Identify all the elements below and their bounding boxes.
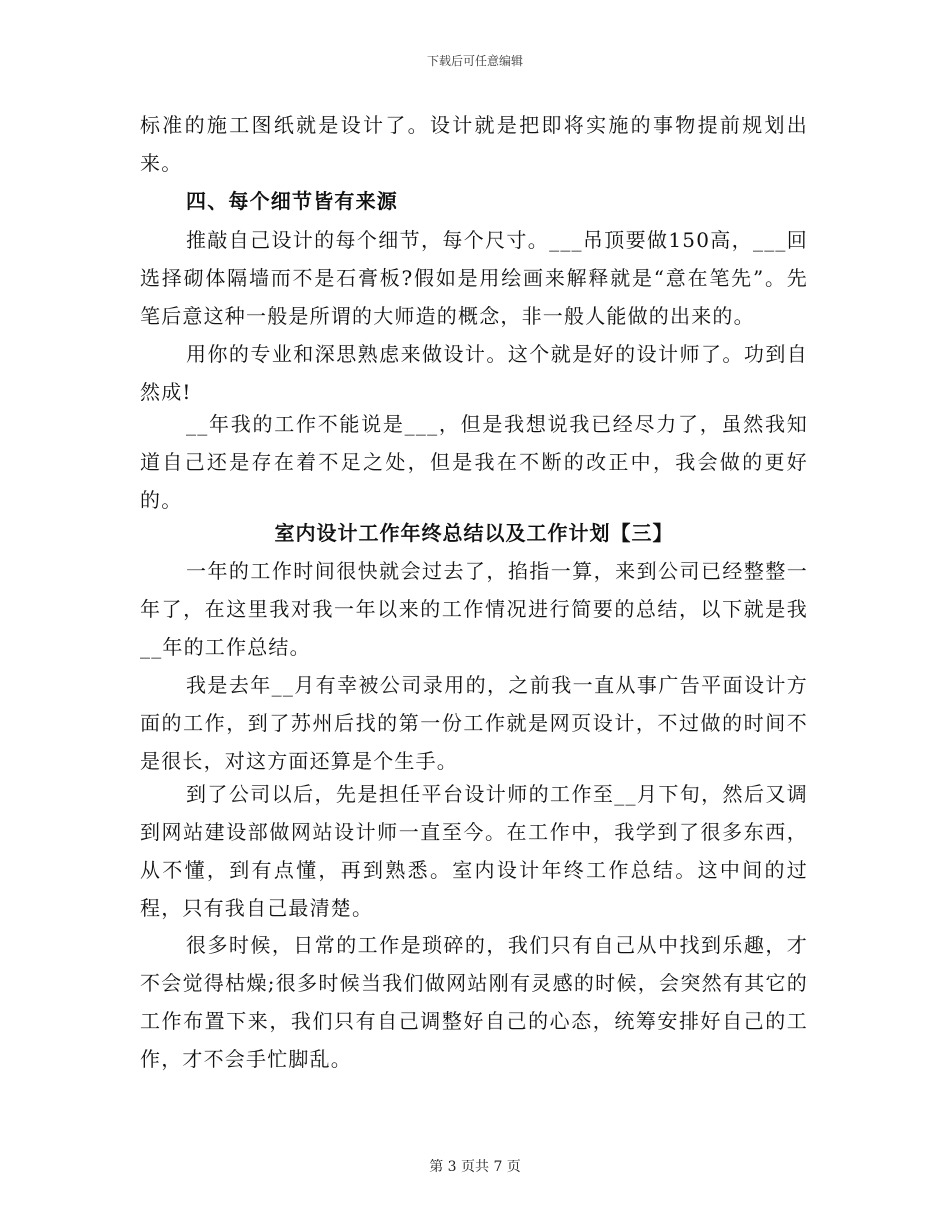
subheading-4: 四、每个细节皆有来源 [186, 189, 398, 213]
page-number: 第 3 页共 7 页 [429, 1159, 521, 1175]
paragraph-continuation: 标准的施工图纸就是设计了。设计就是把即将实施的事物提前规划出来。 [140, 113, 808, 175]
paragraph-hired: 我是去年__月有幸被公司录用的，之前我一直从事广告平面设计方面的工作，到了苏州后找的第一份工作就是网页设计，不过做的时间不是很长，对这方面还算是个生手。 [140, 673, 808, 773]
paragraph-intro: 一年的工作时间很快就会过去了，掐指一算，来到公司已经整整一年了，在这里我对我一年以来的工作情况进行简要的总结，以下就是我__年的工作总结。 [140, 559, 808, 659]
paragraph-detail: 推敲自己设计的每个细节，每个尺寸。___吊顶要做150高，___回选择砌体隔墙而不是石膏板?假如是用绘画来解释就是“意在笔先”。先笔后意这种一般是所谓的大师造的概念，非一般人能做的出来的。 [140, 228, 808, 328]
paragraph-year: __年我的工作不能说是___，但是我想说我已经尽力了，虽然我知道自己还是存在着不足之处，但是我在不断的改正中，我会做的更好的。 [140, 412, 808, 512]
page-header: 下载后可任意编辑 [426, 54, 523, 68]
paragraph-company: 到了公司以后，先是担任平台设计师的工作至__月下旬，然后又调到网站建设部做网站设计师一直至今。在工作中，我学到了很多东西，从不懂，到有点懂，再到熟悉。室内设计年终工作总结。这中间的过程，只有我自己最清楚。 [140, 782, 808, 920]
section-title: 室内设计工作年终总结以及工作计划【三】 [274, 521, 674, 545]
paragraph-professional: 用你的专业和深思熟虑来做设计。这个就是好的设计师了。功到自然成! [140, 342, 808, 404]
paragraph-daily: 很多时候，日常的工作是琐碎的，我们只有自己从中找到乐趣，才不会觉得枯燥;很多时候当我们做网站刚有灵感的时候，会突然有其它的工作布置下来，我们只有自己调整好自己的心态，统筹安排好自己的工作，才不会手忙脚乱。 [140, 933, 808, 1071]
